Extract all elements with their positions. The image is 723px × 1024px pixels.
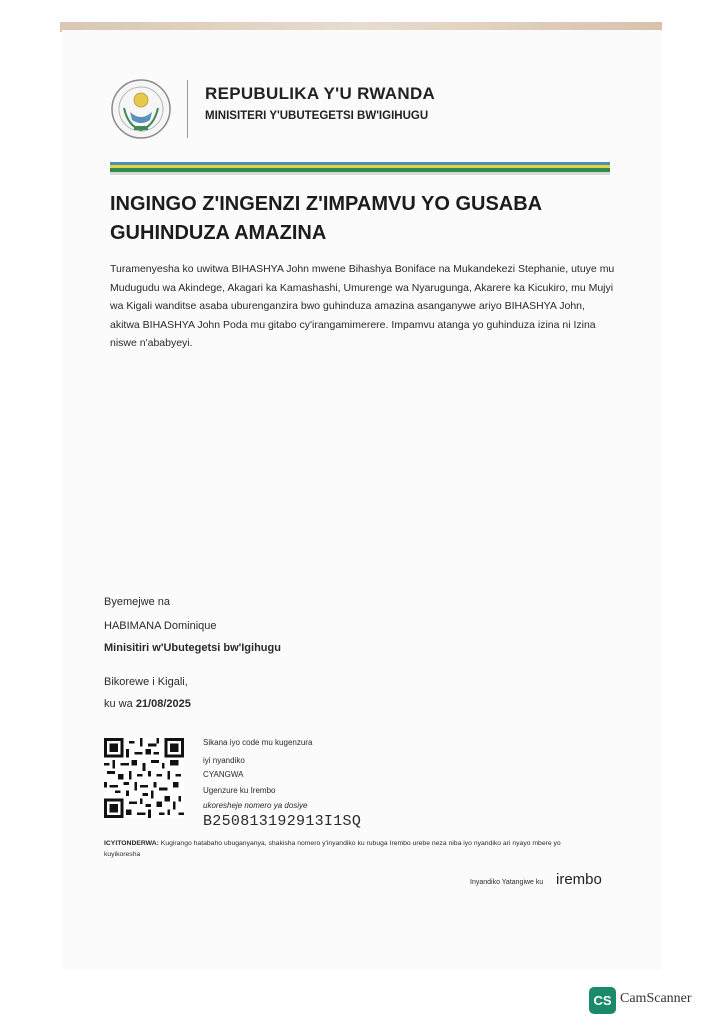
irembo-logo: irembo [556, 871, 602, 888]
notice-text: Kugirango hatabaho ubuganyanya, shakisha nomero y'inyandiko ku rubuga Irembo urebe neza niba iyo nyandiko ari nyayo mbere yo kuyikoresha [104, 840, 561, 858]
issue-date-line [104, 698, 191, 710]
header-divider [187, 80, 188, 138]
camscanner-label: CamScanner [620, 991, 692, 1006]
rwanda-emblem-seal [110, 78, 172, 140]
issue-date: 21/08/2025 [135, 698, 191, 710]
document-title: INGINGO Z'INGENZI Z'IMPAMVU YO GUSABA GUHINDUZA AMAZINA [110, 193, 542, 244]
file-number[interactable]: B250813192913I1SQ [203, 813, 362, 830]
qr-code[interactable] [104, 738, 184, 818]
minister-name: HABIMANA Dominique [104, 620, 217, 632]
republic-name: REPUBULIKA Y'U RWANDA [205, 84, 436, 103]
scan-instruction-doc: iyi nyandiko [203, 756, 245, 765]
file-number-hint: ukoresheje nomero ya dosiye [203, 801, 308, 810]
issue-date-prefix: ku wa [104, 698, 133, 710]
issued-by-label: Inyandiko Yatangiwe ku [470, 879, 544, 886]
approved-by-label: Byemejwe na [104, 596, 171, 608]
notice-label: ICYITONDERWA: [104, 840, 159, 847]
scan-instruction: Sikana iyo code mu kugenzura [203, 738, 313, 747]
check-irembo-label: Ugenzure ku Irembo [203, 786, 276, 795]
issue-place: Bikorewe i Kigali, [104, 676, 188, 688]
camscanner-logo: CS [589, 987, 616, 1014]
or-label: CYANGWA [203, 770, 244, 779]
document-body: Turamenyesha ko uwitwa BIHASHYA John mwene Bihashya Boniface na Mukandekezi Stephanie, utuye mu Mudugudu wa Akindege, Akagari ka Kamashashi, Umurenge wa Nyarugunga, Akarere ka Kicukiro, mu Mujyi wa Kigali wanditse asaba uburenganzira bwo guhinduza amazina asanganywe ariyo BIHASHYA John, akitwa BIHASHYA John Poda mu gitabo cy'irangamimerere. Impamvu atanga yo guhinduza izina ni Izina niswe n'ababyeyi. [110, 263, 615, 350]
ministry-name: MINISITERI Y'UBUTEGETSI BW'IGIHUGU [205, 110, 429, 122]
flag-color-band [110, 162, 610, 175]
minister-position: Minisitiri w'Ubutegetsi bw'Igihugu [104, 642, 281, 654]
notice [104, 838, 594, 860]
